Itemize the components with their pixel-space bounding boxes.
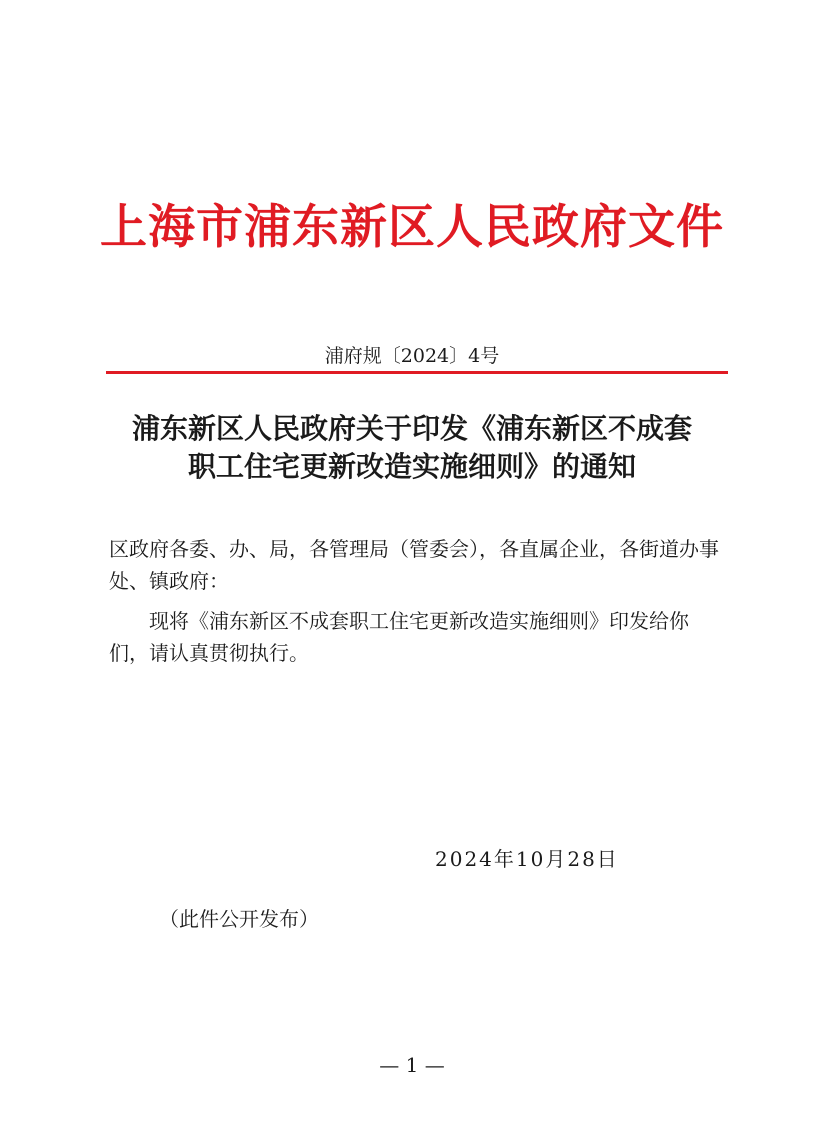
document-number: 浦府规〔2024〕4号 (324, 345, 500, 367)
red-divider-line (106, 371, 728, 374)
document-title (0, 410, 824, 486)
title-line-2: 职工住宅更新改造实施细则》的通知 (187, 450, 636, 483)
issue-date: 2024年10月28日 (435, 847, 619, 871)
release-note: （此件公开发布） (159, 907, 319, 931)
body-paragraph: 现将《浦东新区不成套职工住宅更新改造实施细则》印发给你们，请认真贯彻执行。 (109, 609, 689, 665)
title-line-1: 浦东新区人民政府关于印发《浦东新区不成套 (131, 412, 692, 445)
document-masthead: 上海市浦东新区人民政府文件 (100, 200, 724, 255)
page-number: — 1 — (379, 1053, 445, 1077)
addressee-paragraph: 区政府各委、办、局，各管理局（管委会），各直属企业，各街道办事处、镇政府： (109, 537, 719, 593)
